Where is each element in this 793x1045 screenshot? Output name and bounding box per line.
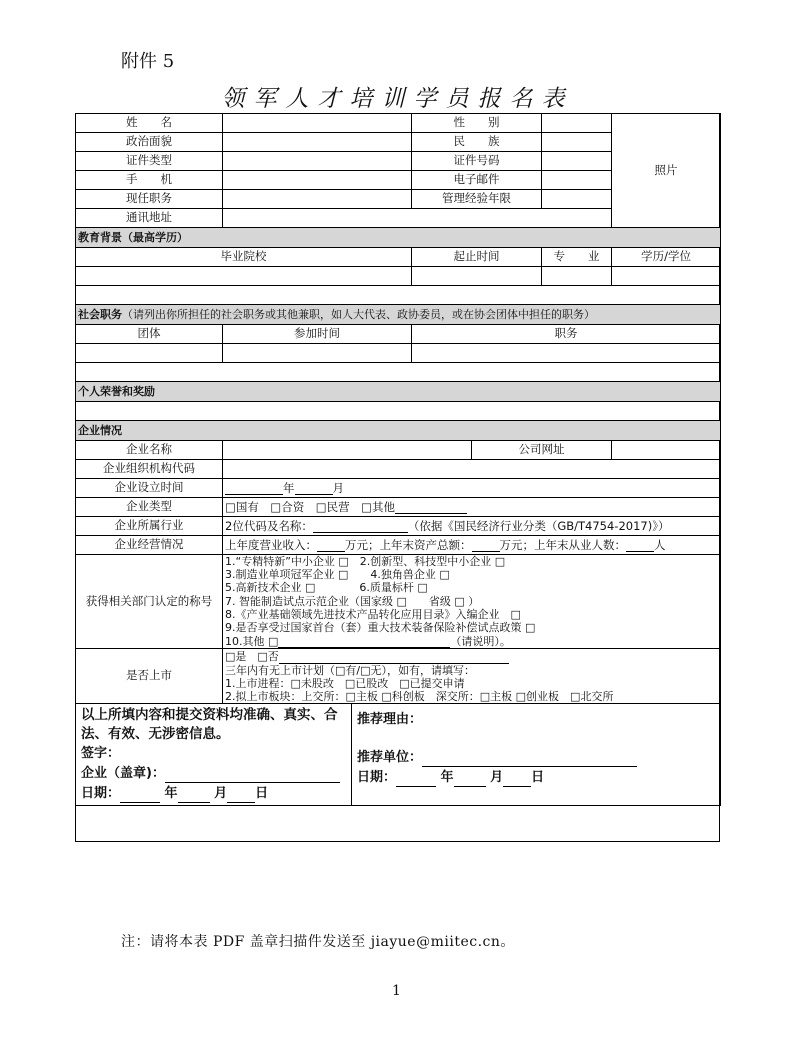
website-label: 公司网址 (472, 441, 612, 460)
revenue-label: 上年度营业收入： (225, 537, 317, 552)
address-label: 通讯地址 (76, 209, 223, 228)
recommend-month: 月 (490, 770, 504, 786)
founded-label: 企业设立时间 (76, 479, 223, 498)
photo-box[interactable]: 照片 (612, 114, 721, 228)
listed-yes-no[interactable]: □是 □否 (225, 650, 279, 664)
phone-field[interactable] (223, 171, 412, 190)
date-year: 年 (164, 786, 178, 802)
registration-form (75, 113, 721, 806)
section-spacer (76, 286, 721, 305)
industry-label: 企业所属行业 (76, 517, 223, 536)
recommend-date-label: 日期： (357, 770, 397, 786)
company-name-label: 企业名称 (76, 441, 223, 460)
recommendation-block (352, 704, 721, 806)
education-section-header: 教育背景（最高学历） (76, 228, 721, 248)
org-code-label: 企业组织机构代码 (76, 460, 223, 479)
date-month: 月 (214, 786, 228, 802)
sign-label: 签字： (81, 746, 121, 762)
honors-section-header: 个人荣誉和奖励 (76, 382, 721, 402)
operation-label: 企业经营情况 (76, 536, 223, 555)
id-type-field[interactable] (223, 152, 412, 171)
declaration-block (76, 704, 352, 806)
join-time-label: 参加时间 (223, 325, 412, 344)
recommend-date[interactable] (357, 767, 715, 787)
listed-label: 是否上市 (76, 649, 223, 704)
social-header-title: 社会职务 (78, 307, 122, 321)
title-option[interactable]: 5.高新技术企业 □ 6.质量标杆 □ (225, 581, 428, 595)
recommend-day: 日 (531, 770, 545, 786)
employees-label: 万元；上年末从业人数： (499, 537, 626, 552)
period-field[interactable] (412, 267, 542, 286)
mgmt-years-label: 管理经验年限 (412, 190, 542, 209)
operation-field[interactable] (223, 536, 721, 555)
gender-field[interactable] (542, 114, 612, 133)
seal-label: 企业（盖章)： (81, 766, 165, 782)
listed-option[interactable] (225, 649, 718, 663)
founded-year: 年 (283, 480, 295, 495)
listed-plan[interactable]: 三年内有无上市计划（□有/□无），如有，请填写： (225, 663, 475, 677)
ethnicity-field[interactable] (542, 133, 612, 152)
title-option[interactable]: 3.制造业单项冠军企业 □ 4.独角兽企业 □ (225, 568, 450, 582)
title-other-prefix: 10.其他 □ (225, 635, 279, 649)
company-name-field[interactable] (223, 441, 472, 460)
join-time-field[interactable] (223, 344, 412, 363)
mgmt-years-field[interactable] (542, 190, 612, 209)
title-option[interactable]: 1.“专精特新”中小企业 □ 2.创新型、科技型中小企业 □ (225, 555, 506, 568)
org-code-field[interactable] (223, 460, 721, 479)
company-type-options[interactable]: □国有 □合资 □民营 □其他 (225, 499, 395, 514)
recommend-unit-line[interactable] (357, 747, 715, 767)
industry-prefix: 2位代码及名称： (225, 518, 313, 533)
position-label: 现任职务 (76, 190, 223, 209)
school-field[interactable] (76, 267, 412, 286)
form-title: 领军人才培训学员报名表 (221, 86, 574, 112)
title-option[interactable]: 8.《产业基础领域先进技术产品转化应用目录》入编企业 □ (225, 607, 521, 621)
ethnicity-label: 民 族 (412, 133, 542, 152)
listed-progress[interactable]: 1.上市进程：□未股改 □已股改 □已提交申请 (225, 676, 465, 690)
duty-label: 职务 (412, 325, 721, 344)
politics-field[interactable] (223, 133, 412, 152)
degree-field[interactable] (612, 267, 721, 286)
listed-board[interactable]: 2.拟上市板块：上交所：□主板 □科创板 深交所：□主板 □创业板 □北交所 (225, 689, 614, 703)
id-number-field[interactable] (542, 152, 612, 171)
industry-suffix: （依据《国民经济行业分类（GB/T4754-2017)》） (407, 518, 670, 533)
seal-line[interactable] (81, 763, 346, 783)
recommend-unit-label: 推荐单位： (357, 750, 423, 766)
titles-label: 获得相关部门认定的称号 (76, 555, 223, 649)
name-field[interactable] (223, 114, 412, 133)
page-number: 1 (392, 983, 401, 999)
org-label: 团体 (76, 325, 223, 344)
declaration-date[interactable] (81, 783, 346, 803)
org-field[interactable] (76, 344, 223, 363)
recommend-year: 年 (440, 770, 454, 786)
section-spacer (76, 363, 721, 382)
major-field[interactable] (542, 267, 612, 286)
title-option[interactable]: 9.是否享受过国家首台（套）重大技术装备保险补偿试点政策 □ (225, 620, 536, 634)
listed-field[interactable] (223, 649, 721, 704)
degree-label: 学历/学位 (612, 248, 721, 267)
submission-note: 注：请将本表 PDF 盖章扫描件发送至 jiayue@miitec.cn。 (121, 934, 515, 950)
date-day: 日 (255, 786, 269, 802)
founded-field[interactable] (223, 479, 721, 498)
period-label: 起止时间 (412, 248, 542, 267)
name-label: 姓 名 (76, 114, 223, 133)
title-other-suffix: （请说明）。 (450, 635, 511, 649)
title-option[interactable]: 7. 智能制造试点示范企业（国家级 □ 省级 □ ） (225, 594, 480, 608)
politics-label: 政治面貌 (76, 133, 223, 152)
gender-label: 性 别 (412, 114, 542, 133)
phone-label: 手 机 (76, 171, 223, 190)
title-option-other[interactable] (225, 634, 718, 648)
company-section-header: 企业情况 (76, 421, 721, 441)
id-type-label: 证件类型 (76, 152, 223, 171)
titles-field[interactable] (223, 555, 721, 649)
company-type-field[interactable] (223, 498, 721, 517)
email-label: 电子邮件 (412, 171, 542, 190)
address-field[interactable] (223, 209, 612, 228)
employees-unit: 人 (654, 537, 666, 552)
school-label: 毕业院校 (76, 248, 412, 267)
company-type-label: 企业类型 (76, 498, 223, 517)
date-label: 日期： (81, 786, 121, 802)
honors-field[interactable] (76, 402, 721, 421)
declaration-statement: 以上所填内容和提交资料均准确、真实、合法、有效、无涉密信息。 (81, 707, 338, 743)
industry-field[interactable] (223, 517, 721, 536)
duty-field[interactable] (412, 344, 721, 363)
email-field[interactable] (542, 171, 612, 190)
attachment-label: 附件 5 (121, 51, 175, 72)
recommend-reason-label: 推荐理由： (357, 712, 423, 728)
website-field[interactable] (612, 441, 721, 460)
position-field[interactable] (223, 190, 412, 209)
founded-month: 月 (332, 480, 344, 495)
assets-label: 万元；上年末资产总额： (345, 537, 472, 552)
social-header-note: （请列出你所担任的社会职务或其他兼职，如人大代表、政协委员，或在协会团体中担任的职务） (122, 307, 595, 321)
id-number-label: 证件号码 (412, 152, 542, 171)
major-label: 专 业 (542, 248, 612, 267)
social-section-header (76, 305, 721, 325)
